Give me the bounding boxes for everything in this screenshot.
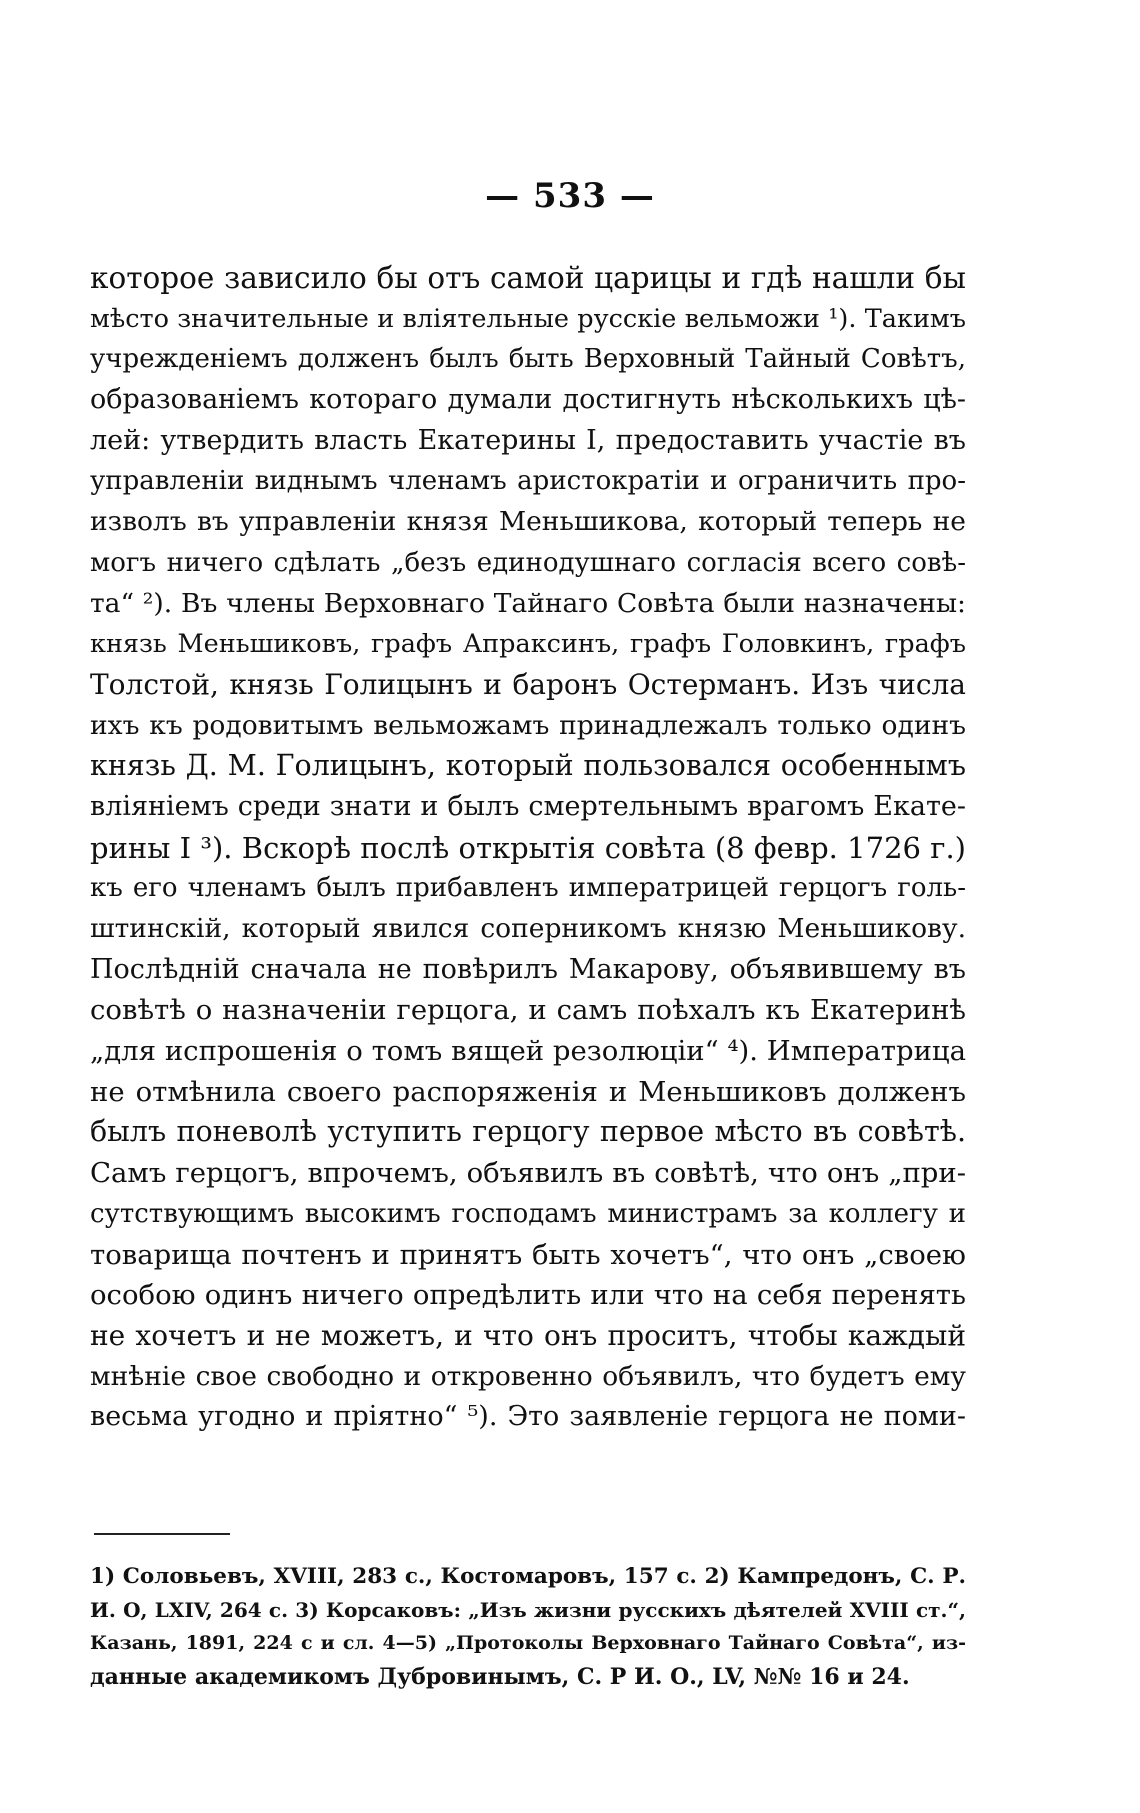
- text-line: могъ ничего сдѣлать „безъ единодушнаго согласія всего совѣ-: [90, 547, 966, 578]
- text-line: не отмѣнила своего распоряженія и Меньшиковъ долженъ: [90, 1075, 966, 1108]
- text-line: былъ поневолѣ уступить герцогу первое мѣсто въ совѣтѣ.: [90, 1115, 966, 1149]
- text-line: князь Меньшиковъ, графъ Апраксинъ, графъ Головкинъ, графъ: [90, 629, 966, 660]
- footnote-line: И. О, LXIV, 264 с. 3) Корсаковъ: „Изъ жизни русскихъ дѣятелей XVIII ст.“,: [90, 1597, 966, 1622]
- text-line: та“ ²). Въ члены Верховнаго Тайнаго Совѣта были назначены:: [90, 587, 966, 619]
- text-line: мѣсто значительные и вліятельные русскіе вельможи ¹). Такимъ: [90, 303, 966, 334]
- text-line: образованіемъ котораго думали достигнуть нѣсколькихъ цѣ-: [90, 384, 966, 416]
- text-line: къ его членамъ былъ прибавленъ императрицей герцогъ голь-: [90, 873, 966, 904]
- footnote-line: данные академикомъ Дубровинымъ, С. Р И. О., LV, №№ 16 и 24.: [90, 1663, 910, 1690]
- text-line: лей: утвердить власть Екатерины I, предоставить участіе въ: [90, 424, 966, 456]
- text-line: рины I ³). Вскорѣ послѣ открытія совѣта (8 февр. 1726 г.): [90, 830, 966, 865]
- text-line: Толстой, князь Голицынъ и баронъ Остерманъ. Изъ числа: [90, 667, 966, 701]
- text-line: „для испрошенія о томъ вящей резолюціи“ ⁴). Императрица: [90, 1035, 966, 1068]
- text-line: управленіи виднымъ членамъ аристократіи и ограничить про-: [90, 466, 966, 497]
- footnote-line: 1) Соловьевъ, XVIII, 283 с., Костомаровъ, 157 с. 2) Кампредонъ, С. Р.: [90, 1564, 966, 1589]
- text-line: изволъ въ управленіи князя Меньшикова, который теперь не: [90, 506, 966, 538]
- page-number: — 533 —: [485, 176, 655, 216]
- text-line: учрежденіемъ долженъ былъ быть Верховный Тайный Совѣтъ,: [90, 344, 966, 375]
- text-line: совѣтѣ о назначеніи герцога, и самъ поѣхалъ къ Екатеринѣ: [90, 994, 966, 1027]
- text-line: князь Д. М. Голицынъ, который пользовался особеннымъ: [90, 749, 966, 783]
- text-line: особою одинъ ничего опредѣлить или что на себя перенять: [90, 1279, 966, 1312]
- footnotes: [90, 1560, 966, 1694]
- footnote-line: Казань, 1891, 224 с и сл. 4—5) „Протоколы Верховнаго Тайнаго Совѣта“, из-: [90, 1632, 966, 1654]
- text-line: штинскій, который явился соперникомъ князю Меньшикову.: [90, 913, 966, 944]
- text-line: Самъ герцогъ, впрочемъ, объявилъ въ совѣтѣ, что онъ „при-: [90, 1157, 966, 1190]
- body-text: [90, 258, 966, 1438]
- footnote-separator: [94, 1533, 230, 1535]
- text-line: Послѣдній сначала не повѣрилъ Макарову, объявившему въ: [90, 953, 966, 985]
- text-line: мнѣніе свое свободно и откровенно объявилъ, что будетъ ему: [90, 1360, 966, 1392]
- text-line: не хочетъ и не можетъ, и что онъ проситъ, чтобы каждый: [90, 1318, 966, 1352]
- text-line: вліяніемъ среди знати и былъ смертельнымъ врагомъ Екате-: [90, 790, 966, 822]
- text-line: которое зависило бы отъ самой царицы и гдѣ нашли бы: [90, 261, 966, 295]
- text-line: весьма угодно и пріятно“ ⁵). Это заявленіе герцога не поми-: [90, 1401, 966, 1433]
- text-line: ихъ къ родовитымъ вельможамъ принадлежалъ только одинъ: [90, 709, 966, 741]
- text-line: товарища почтенъ и принятъ быть хочетъ“, что онъ „своею: [90, 1238, 966, 1271]
- text-line: сутствующимъ высокимъ господамъ министрамъ за коллегу и: [90, 1198, 966, 1229]
